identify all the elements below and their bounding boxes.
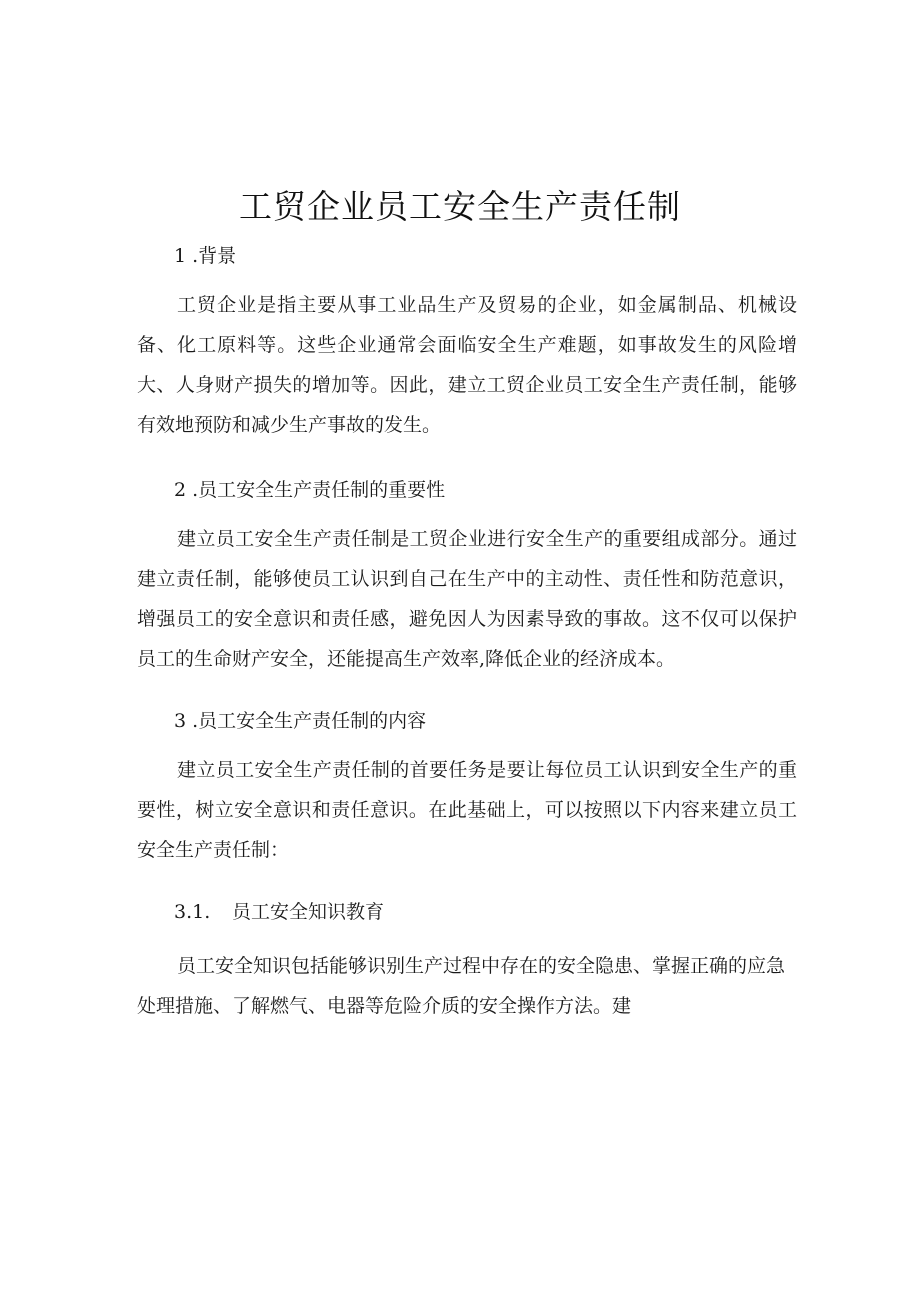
document-title: 工贸企业员工安全生产责任制 [239, 187, 681, 226]
section-body-content: 建立员工安全生产责任制的首要任务是要让每位员工认识到安全生产的重要性，树立安全意识和责任意识。在此基础上，可以按照以下内容来建立员工安全生产责任制： [137, 759, 797, 861]
section-heading-background: 1 .背景 [174, 245, 237, 267]
subsection-title: 员工安全知识教育 [232, 901, 385, 923]
section-heading-content: 3 .员工安全生产责任制的内容 [174, 710, 427, 732]
section-body-background: 工贸企业是指主要从事工业品生产及贸易的企业，如金属制品、机械设备、化工原料等。这些企业通常会面临安全生产难题，如事故发生的风险增大、人身财产损失的增加等。因此，建立工贸企业员工安全生产责任制，能够有效地预防和减少生产事故的发生。 [137, 294, 797, 436]
section-body-importance: 建立员工安全生产责任制是工贸企业进行安全生产的重要组成部分。通过建立责任制，能够使员工认识到自己在生产中的主动性、责任性和防范意识，增强员工的安全意识和责任感，避免因人为因素导致的事故。这不仅可以保护员工的生命财产安全，还能提高生产效率,降低企业的经济成本。 [137, 528, 797, 670]
subsection-number: 3.1. [174, 901, 211, 923]
subsection-heading-safety-education [174, 897, 384, 927]
subsection-body-safety-education: 员工安全知识包括能够识别生产过程中存在的安全隐患、掌握正确的应急处理措施、了解燃气、电器等危险介质的安全操作方法。建 [137, 955, 786, 1017]
section-heading-importance: 2 .员工安全生产责任制的重要性 [174, 479, 446, 501]
